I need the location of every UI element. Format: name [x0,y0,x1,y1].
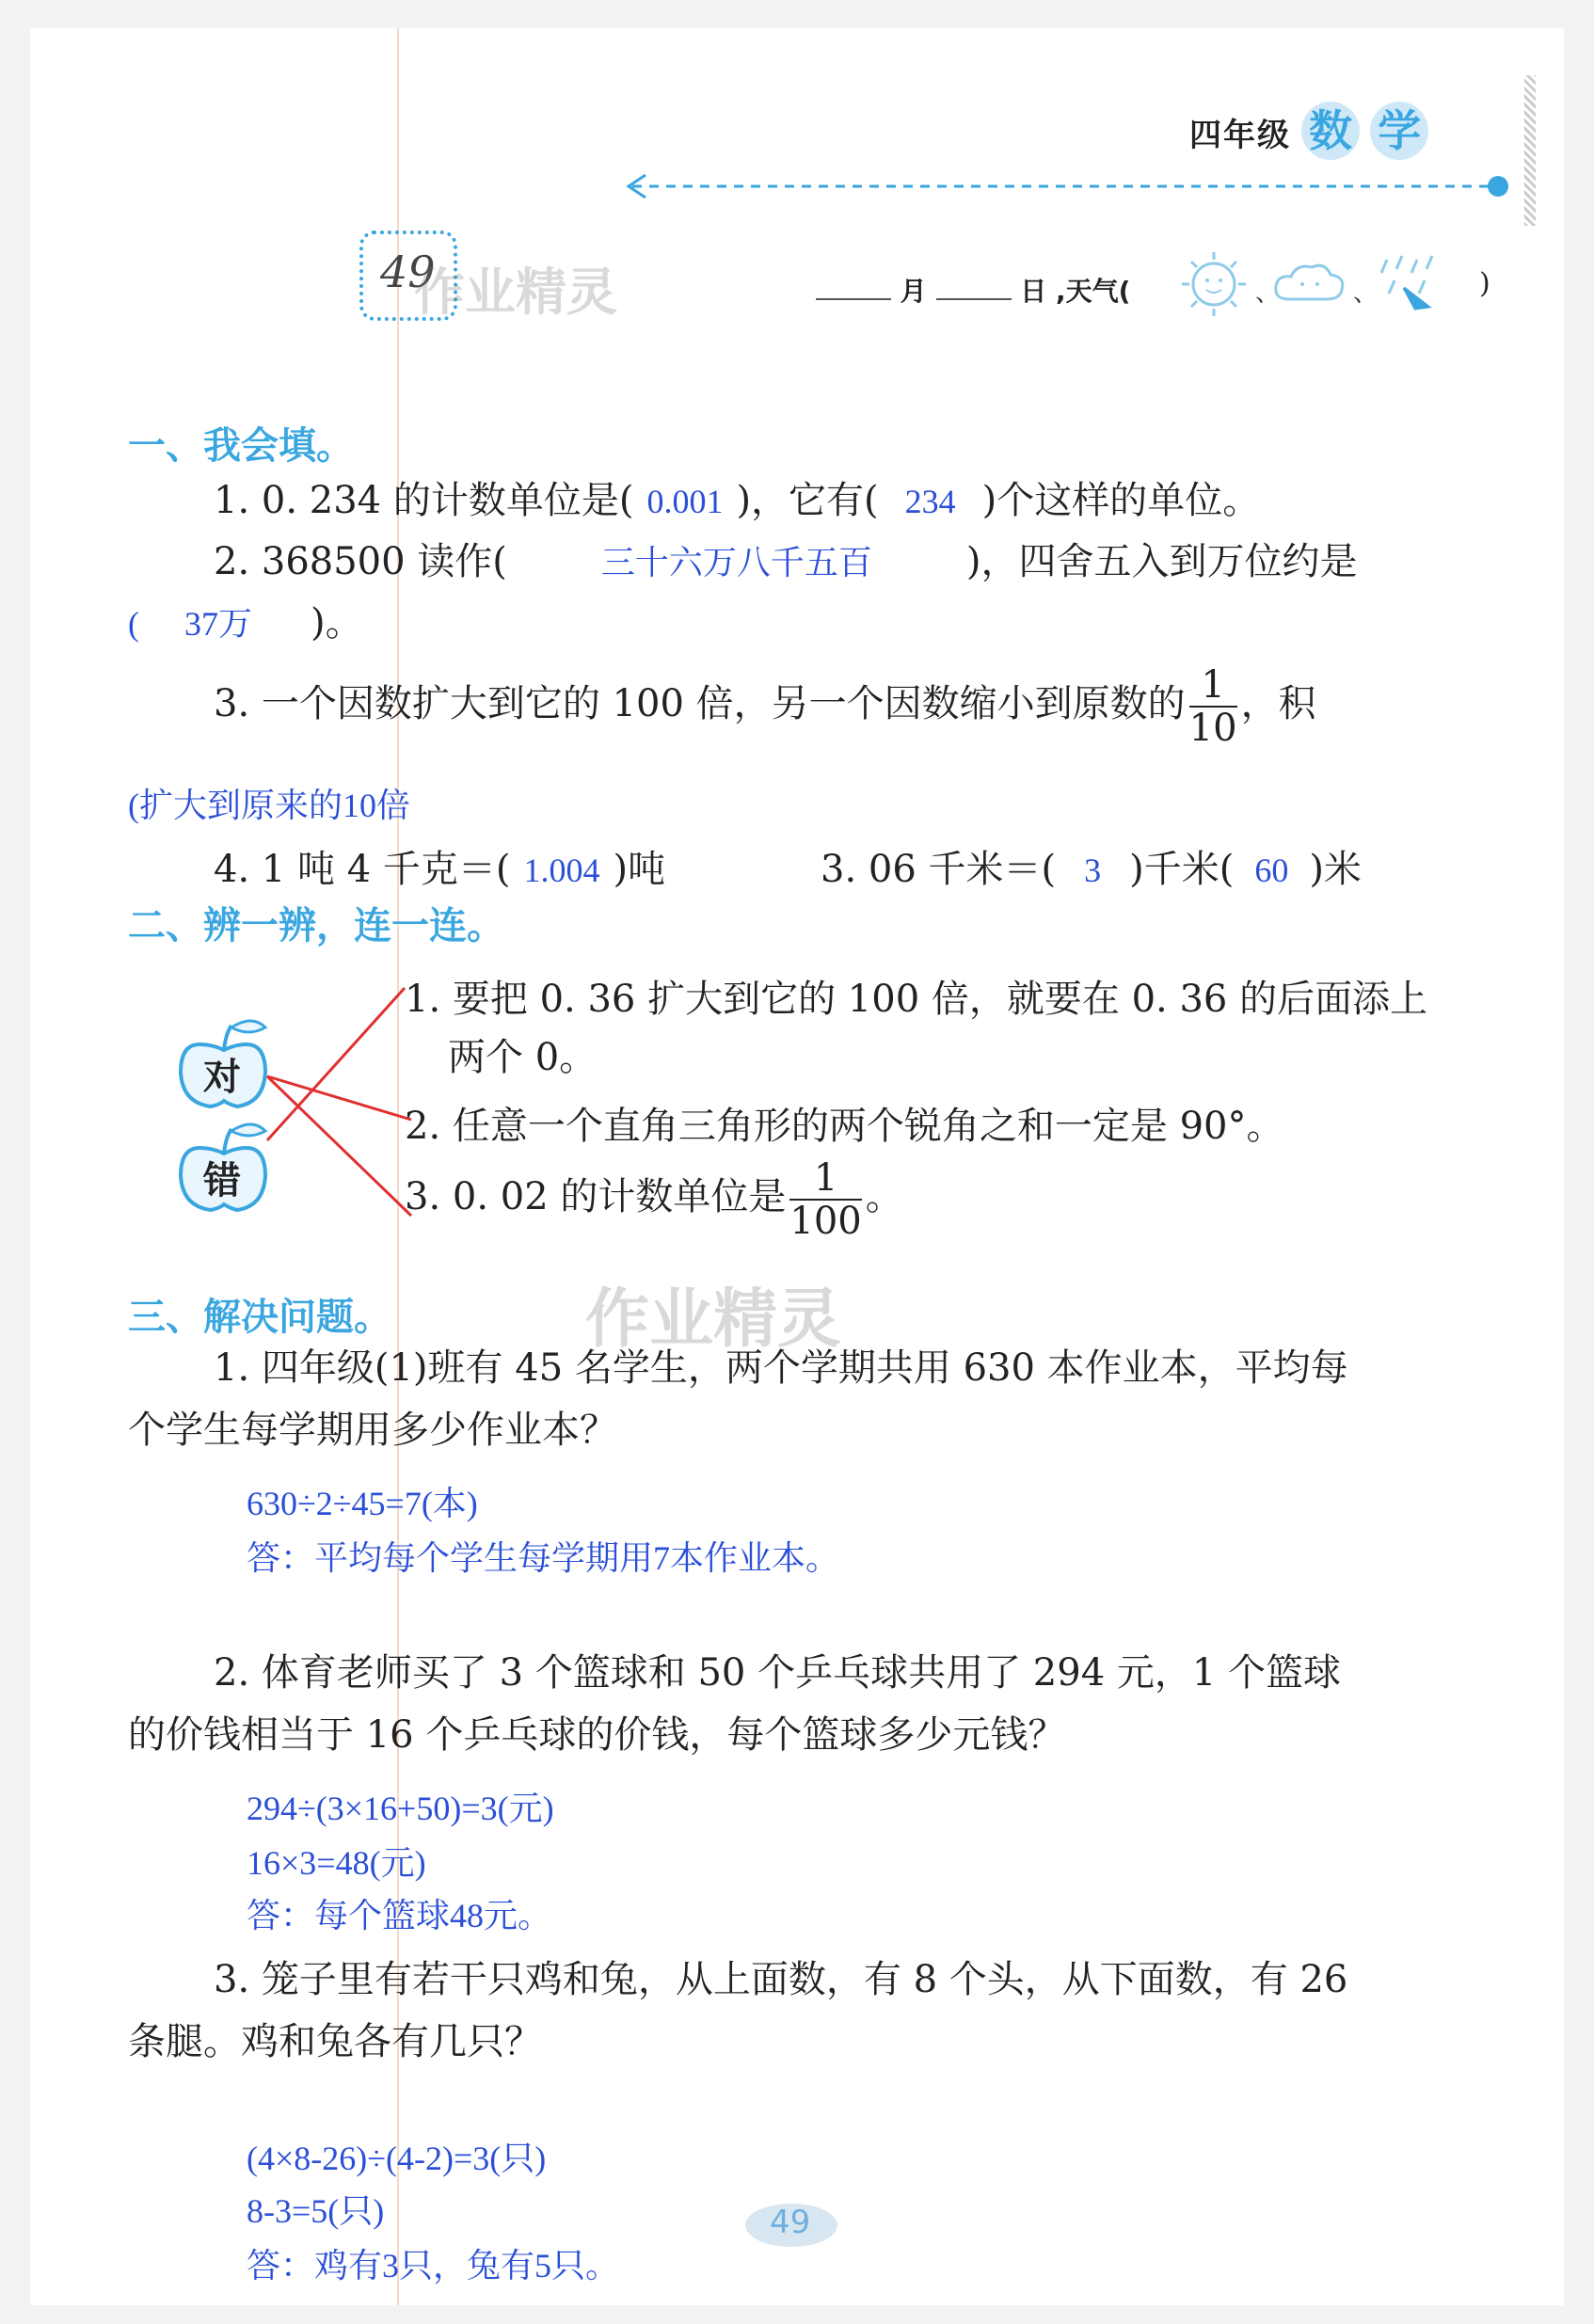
s3-p3-answer-1: (4×8-26)÷(4-2)=3(只) [247,2140,547,2177]
match-lines [267,988,411,1216]
page-tag: 49 [380,247,436,297]
s3-p2-line2: 的价钱相当于 16 个乒乓球的价钱，每个篮球多少元钱？ [128,1713,1066,1757]
s3-p1-answer-1: 630÷2÷45=7(本) [247,1485,478,1522]
s2-statement-3: 3. 0. 02 的计数单位是 $\frac{1}{100}$ 。 [405,1156,903,1243]
edge-stripe [1524,75,1536,226]
apple-right-label: 对 [203,1056,241,1099]
s3-p2-answer-2: 16×3=48(元) [247,1844,426,1882]
s3-p1-line1: 1. 四年级(1)班有 45 名学生，两个学期共用 630 本作业本，平均每 [214,1346,1348,1390]
sun-icon [1182,252,1246,316]
date-weather [816,271,1130,309]
s3-p3-line2: 条腿。鸡和兔各有几只？ [128,2020,542,2063]
s2-statement-1: 1. 要把 0. 36 扩大到它的 100 倍，就要在 0. 36 的后面添上 [405,978,1428,1021]
weather-close: ) [1479,267,1490,300]
footer-page-number: 49 [770,2204,811,2241]
apple-wrong-label: 错 [203,1159,241,1202]
s1-q2: 2. 368500 读作( 三十六万八千五百 )，四舍五入到万位约是 [214,540,1358,583]
weather-label: ,天气( [1056,276,1131,307]
cloud-icon [1276,265,1343,299]
s1-q3-answer: (扩大到原来的10倍 [128,787,410,824]
grade-label: 四年级 [1189,117,1291,154]
s3-p2-line1: 2. 体育老师买了 3 个篮球和 50 个乒乓球共用了 294 元，1 个篮球 [214,1651,1342,1695]
s1-q4: 4. 1 吨 4 千克＝( 1.004 )吨 [214,848,666,891]
apples-and-lines [162,960,444,1242]
s3-p1-answer-2: 答：平均每个学生每学期用7本作业本。 [247,1539,840,1577]
watermark-top: 作业精灵 [414,263,617,322]
apple-wrong-icon [181,1124,265,1210]
header-subject [1189,102,1428,160]
month-label: 月 [900,276,927,307]
s3-p2-answer-1: 294÷(3×16+50)=3(元) [247,1790,554,1827]
section3-title: 三、解决问题。 [128,1296,391,1339]
s2-statement-2: 2. 任意一个直角三角形的两个锐角之和一定是 90°。 [405,1105,1284,1148]
section2-title: 二、辨一辨，连一连。 [128,904,504,947]
workbook-page [30,28,1564,2305]
day-label: 日 [1020,276,1047,307]
sep-2: 、 [1353,279,1379,308]
s3-p2-answer-3: 答：每个篮球48元。 [247,1897,552,1934]
s3-p3-line1: 3. 笼子里有若干只鸡和兔，从上面数，有 8 个头，从下面数，有 26 [214,1958,1348,2001]
subject-char-1: 数 [1301,102,1360,160]
s3-p3-answer-3: 答：鸡有3只，兔有5只。 [247,2247,620,2284]
s1-q4-b: 3. 06 千米＝( 3 )千米( 60 )米 [821,848,1362,891]
s3-p3-answer-2: 8-3=5(只) [247,2192,385,2230]
s1-q3: 3. 一个因数扩大到它的 100 倍，另一个因数缩小到原数的 $\frac{1}{10}$ ，积 [214,663,1316,750]
sep-1: 、 [1255,279,1281,308]
weather-icons [1169,247,1479,322]
apple-right-icon [181,1021,265,1106]
s2-statement-1-cont: 两个 0。 [448,1036,598,1079]
header-arrow-line [614,169,1517,207]
s1-q1: 1. 0. 234 的计数单位是( 0.001 )，它有( 234 )个这样的单位。 [214,479,1261,522]
subject-char-2: 学 [1370,102,1428,160]
s1-q2-cont: ( 37万 )。 [128,601,363,645]
s3-p1-line2: 个学生每学期用多少作业本？ [128,1409,617,1452]
section1-title: 一、我会填。 [128,424,354,468]
watermark-mid: 作业精灵 [585,1282,842,1357]
rain-icon [1381,256,1432,309]
